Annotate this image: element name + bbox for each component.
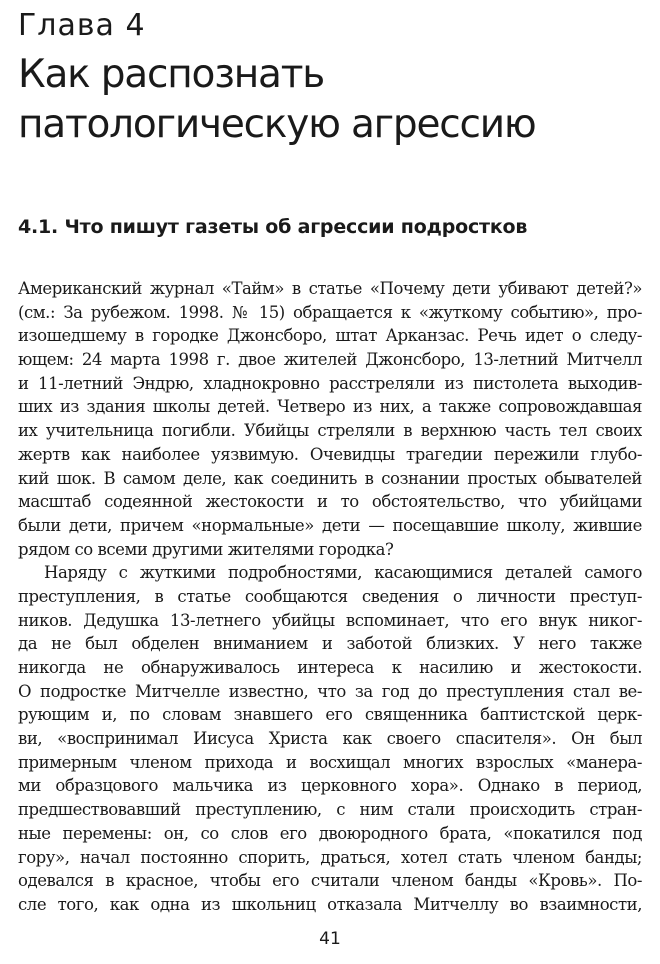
body-text xyxy=(18,277,642,917)
text-line: рядом со всеми другими жителями городка? xyxy=(18,539,394,559)
text-line: О подростке Митчелле известно, что за год до преступления стал ве- xyxy=(18,681,642,701)
text-line: их учительница погибли. Убийцы стреляли в верхнюю часть тел своих xyxy=(18,421,642,441)
text-line: примерным членом прихода и восхищал многих взрослых «манера- xyxy=(18,752,642,772)
text-line: да не был обделен вниманием и заботой близких. У него также xyxy=(18,634,642,654)
section-heading: 4.1. Что пишут газеты об агрессии подростков xyxy=(18,216,528,238)
text-line: жертв как наиболее уязвимую. Очевидцы трагедии пережили глубо- xyxy=(18,444,642,464)
text-line: рующим и, по словам знавшего его священника баптистской церк- xyxy=(18,705,642,725)
text-line: преступления, в статье сообщаются сведения о личности преступ- xyxy=(18,586,642,606)
page-number: 41 xyxy=(319,929,341,949)
text-line: ющем: 24 марта 1998 г. двое жителей Джонсборо, 13-летний Митчелл xyxy=(18,350,642,370)
text-line: Американский журнал «Тайм» в статье «Почему дети убивают детей?» xyxy=(18,279,642,298)
text-line: ми образцового мальчика из церковного хора». Однако в период, xyxy=(18,776,642,796)
text-line: кий шок. В самом деле, как соединить в сознании простых обывателей xyxy=(18,468,642,488)
paragraph xyxy=(18,561,642,916)
chapter-title xyxy=(18,50,536,150)
paragraph xyxy=(18,277,642,561)
text-line: гору», начал постоянно спорить, драться, хотел стать членом банды; xyxy=(18,847,642,867)
text-line: предшествовавший преступлению, с ним стали происходить стран- xyxy=(18,800,642,820)
text-line: сле того, как одна из школьниц отказала Митчеллу во взаимности, xyxy=(18,894,642,914)
text-line: ви, «воспринимал Иисуса Христа как своего спасителя». Он был xyxy=(18,729,642,749)
text-line: ные перемены: он, со слов его двоюродного брата, «покатился под xyxy=(18,823,642,843)
text-line: никогда не обнаруживалось интереса к насилию и жестокости. xyxy=(18,658,642,677)
text-line: одевался в красное, чтобы его считали членом банды «Кровь». По- xyxy=(18,871,642,891)
chapter-title-line: Как распознать xyxy=(18,52,325,97)
text-line: масштаб содеянной жестокости и то обстоятельство, что убийцами xyxy=(18,492,642,512)
text-line: (см.: За рубежом. 1998. № 15) обращается к «жуткому событию», про- xyxy=(18,302,642,322)
text-line: ших из здания школы детей. Четверо из них, а также сопровождавшая xyxy=(18,397,642,417)
text-line: ников. Дедушка 13-летнего убийцы вспоминает, что его внук никог- xyxy=(18,610,642,630)
chapter-title-line: патологическую агрессию xyxy=(18,102,536,147)
text-line: были дети, причем «нормальные» дети — посещавшие школу, жившие xyxy=(18,515,642,535)
text-line: и 11-летний Эндрю, хладнокровно расстреляли из пистолета выходив- xyxy=(18,373,642,393)
text-line: изошедшему в городке Джонсборо, штат Арканзас. Речь идет о следу- xyxy=(18,326,642,346)
text-line: Наряду с жуткими подробностями, касающимися деталей самого xyxy=(44,563,642,583)
chapter-label: Глава 4 xyxy=(18,8,146,43)
